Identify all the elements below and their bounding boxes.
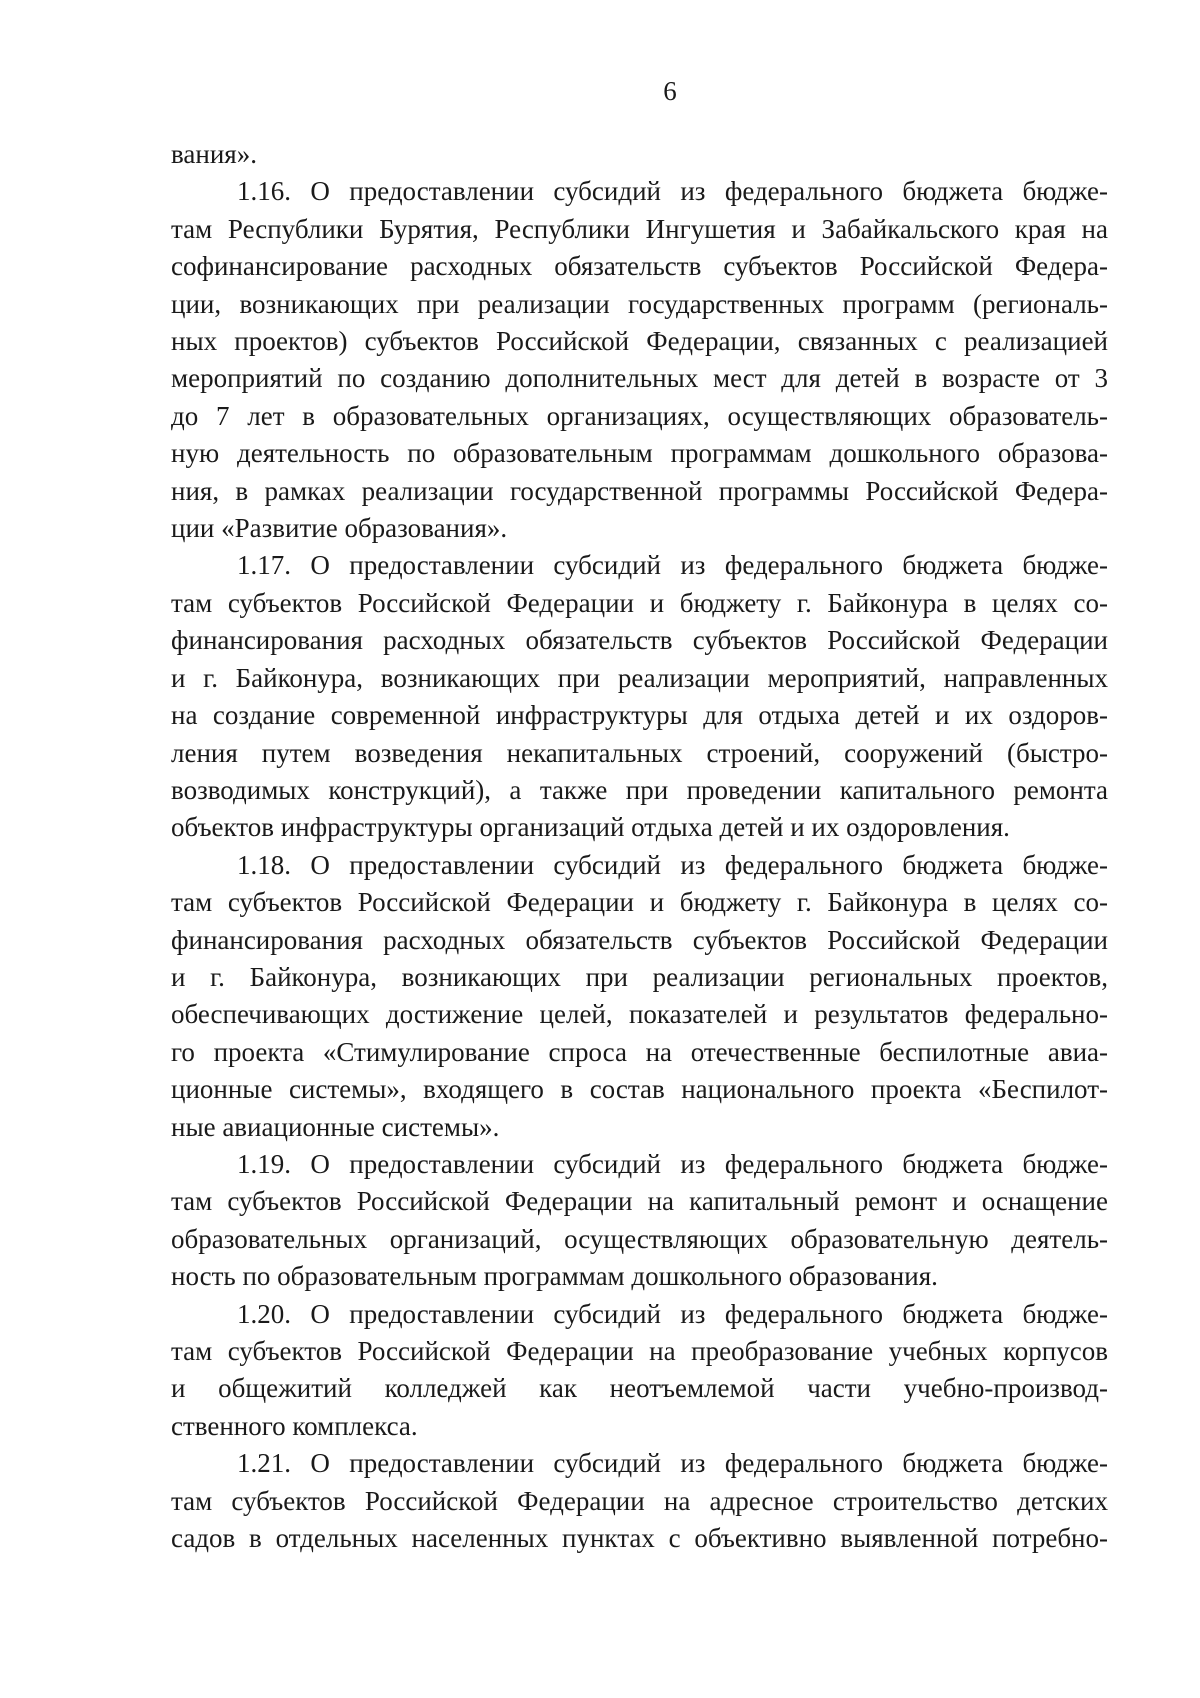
paragraph-line: 1.21. О предоставлении субсидий из федерального бюджета бюдже- [237, 1448, 1108, 1479]
paragraph-line: ные авиационные системы». [171, 1111, 500, 1142]
paragraph-line: ния, в рамках реализации государственной программы Российской Федера- [171, 475, 1108, 506]
paragraph-line: ции, возникающих при реализации государственных программ (региональ- [171, 288, 1108, 319]
paragraph-continuation [171, 136, 1108, 173]
paragraph-line: финансирования расходных обязательств субъектов Российской Федерации [171, 625, 1108, 656]
paragraph-line: там субъектов Российской Федерации на преобразование учебных корпусов [171, 1336, 1108, 1366]
paragraph-line: софинансирование расходных обязательств субъектов Российской Федера- [171, 251, 1108, 282]
paragraph-line: и г. Байконура, возникающих при реализации региональных проектов, [171, 961, 1108, 992]
paragraph-line: ственного комплекса. [171, 1410, 418, 1441]
paragraph-line: 1.18. О предоставлении субсидий из федерального бюджета бюдже- [237, 849, 1108, 880]
paragraph-line: ционные системы», входящего в состав национального проекта «Беспилот- [171, 1074, 1108, 1105]
paragraph-1-18 [171, 847, 1108, 1146]
paragraph-line: ления путем возведения некапитальных строений, сооружений (быстро- [171, 737, 1108, 768]
paragraph-line: там субъектов Российской Федерации на адресное строительство детских [171, 1485, 1108, 1516]
paragraph-1-17 [171, 547, 1108, 846]
paragraph-1-19 [171, 1146, 1108, 1296]
paragraph-1-16 [171, 173, 1108, 547]
paragraph-line: мероприятий по созданию дополнительных мест для детей в возрасте от 3 [171, 363, 1108, 394]
paragraph-line: на создание современной инфраструктуры для отдыха детей и их оздоров- [171, 700, 1108, 731]
paragraph-line: ность по образовательным программам дошкольного образования. [171, 1261, 938, 1292]
paragraph-line: 1.19. О предоставлении субсидий из федерального бюджета бюдже- [237, 1148, 1108, 1179]
paragraph-line: возводимых конструкций), а также при проведении капитального ремонта [171, 774, 1108, 805]
paragraph-line: 1.20. О предоставлении субсидий из федерального бюджета бюдже- [237, 1298, 1108, 1329]
paragraph-line: там субъектов Российской Федерации и бюджету г. Байконура в целях со- [171, 587, 1108, 618]
paragraph-line: 1.17. О предоставлении субсидий из федерального бюджета бюдже- [237, 550, 1108, 581]
paragraph-line: и общежитий колледжей как неотъемлемой части учебно-производ- [171, 1373, 1108, 1404]
paragraph-line: и г. Байконура, возникающих при реализации мероприятий, направленных [171, 662, 1108, 693]
paragraph-line: образовательных организаций, осуществляющих образовательную деятель- [171, 1223, 1108, 1254]
paragraph-line: объектов инфраструктуры организаций отдыха детей и их оздоровления. [171, 812, 1010, 843]
paragraph-line: садов в отдельных населенных пунктах с объективно выявленной потребно- [171, 1523, 1108, 1554]
paragraph-1-21 [171, 1445, 1108, 1557]
paragraph-line: финансирования расходных обязательств субъектов Российской Федерации [171, 924, 1108, 955]
paragraph-line: вания». [171, 139, 257, 169]
paragraph-line: там Республики Бурятия, Республики Ингушетия и Забайкальского края на [171, 213, 1108, 244]
paragraph-line: 1.16. О предоставлении субсидий из федерального бюджета бюдже- [237, 176, 1108, 207]
paragraph-line: го проекта «Стимулирование спроса на отечественные беспилотные авиа- [171, 1036, 1108, 1067]
paragraph-line: ную деятельность по образовательным программам дошкольного образова- [171, 438, 1108, 469]
paragraph-line: ных проектов) субъектов Российской Федерации, связанных с реализацией [171, 326, 1108, 357]
paragraph-1-20 [171, 1296, 1108, 1446]
paragraph-line: там субъектов Российской Федерации на капитальный ремонт и оснащение [171, 1186, 1108, 1217]
paragraph-line: ции «Развитие образования». [171, 513, 508, 544]
paragraph-line: там субъектов Российской Федерации и бюджету г. Байконура в целях со- [171, 887, 1108, 918]
paragraph-line: до 7 лет в образовательных организациях, осуществляющих образователь- [171, 400, 1108, 431]
page-number: 6 [663, 76, 677, 106]
document-body [171, 136, 1108, 1557]
paragraph-line: обеспечивающих достижение целей, показателей и результатов федерально- [171, 999, 1108, 1030]
